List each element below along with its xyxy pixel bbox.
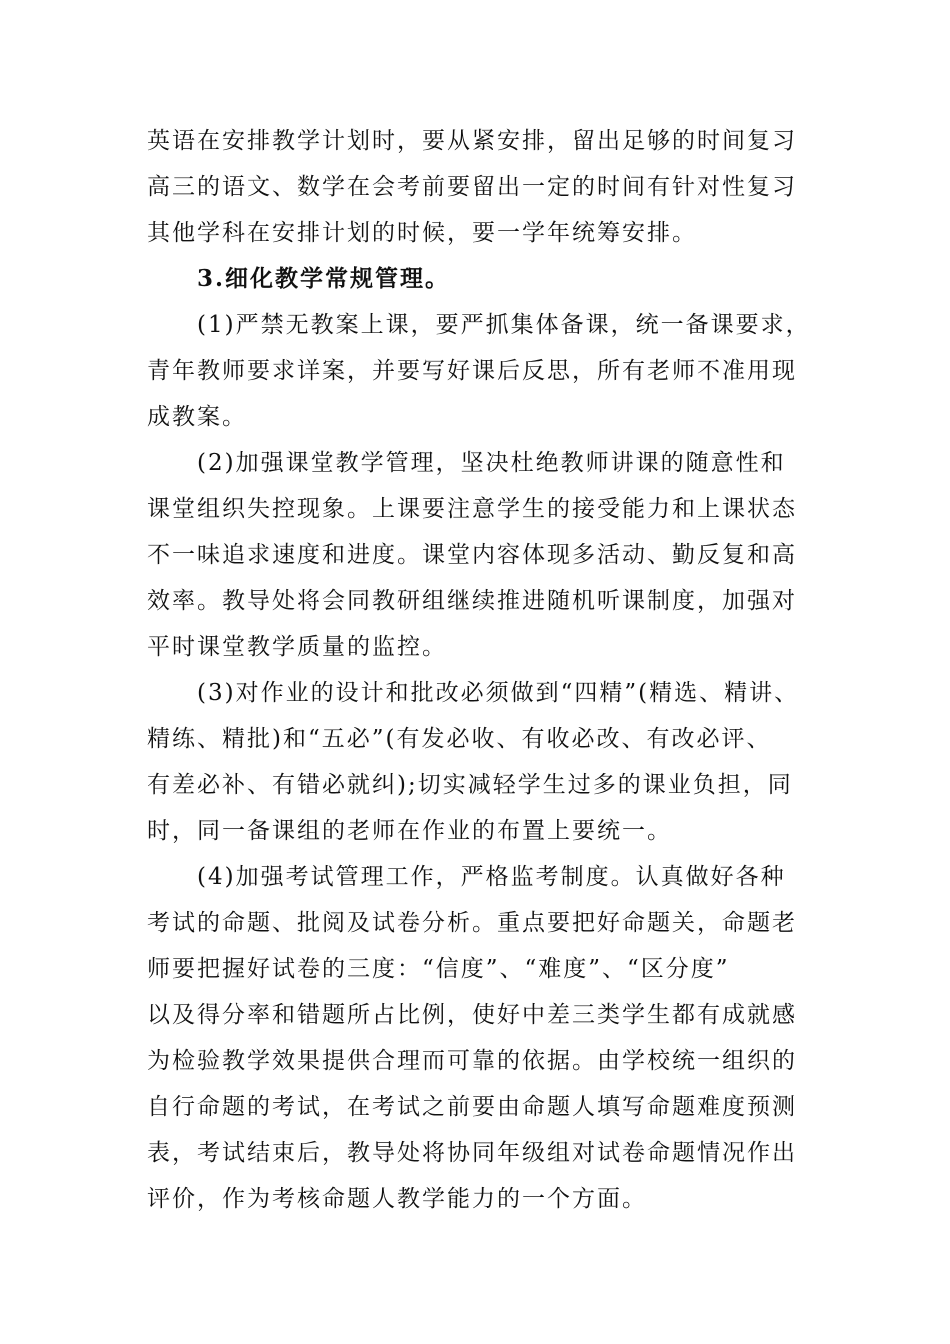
paragraph-line: 不一味追求速度和进度。课堂内容体现多活动、勤反复和高 bbox=[147, 542, 797, 568]
paragraph-line: 时，同一备课组的老师在作业的布置上要统一。 bbox=[147, 818, 672, 844]
paragraph-line: 为检验教学效果提供合理而可靠的依据。由学校统一组织的 bbox=[147, 1048, 797, 1074]
paragraph-line: 其他学科在安排计划的时候，要一学年统筹安排。 bbox=[147, 220, 697, 246]
paragraph-line: 课堂组织失控现象。上课要注意学生的接受能力和上课状态 bbox=[147, 496, 797, 522]
paragraph-line: 成教案。 bbox=[147, 404, 247, 430]
paragraph-line: 效率。教导处将会同教研组继续推进随机听课制度，加强对 bbox=[147, 588, 797, 614]
paragraph-line: 高三的语文、数学在会考前要留出一定的时间有针对性复习 bbox=[147, 174, 797, 200]
paragraph-line: (2)加强课堂教学管理，坚决杜绝教师讲课的随意性和 bbox=[197, 450, 786, 476]
paragraph-line: 表，考试结束后，教导处将协同年级组对试卷命题情况作出 bbox=[147, 1140, 797, 1166]
item-2-paragraph bbox=[147, 440, 827, 670]
paragraph-line: 有差必补、有错必就纠);切实减轻学生过多的课业负担，同 bbox=[147, 772, 793, 798]
paragraph-line: 以及得分率和错题所占比例，使好中差三类学生都有成就感 bbox=[147, 1002, 797, 1028]
paragraph-line: 考试的命题、批阅及试卷分析。重点要把好命题关，命题老 bbox=[147, 910, 797, 936]
paragraph-line: (3)对作业的设计和批改必须做到“四精”(精选、精讲、 bbox=[197, 680, 800, 706]
intro-paragraph bbox=[147, 118, 827, 256]
paragraph-line: 英语在安排教学计划时，要从紧安排，留出足够的时间复习 bbox=[147, 128, 797, 154]
paragraph-line: (1)严禁无教案上课，要严抓集体备课，统一备课要求， bbox=[197, 312, 811, 338]
document-body bbox=[147, 118, 827, 1222]
item-3-paragraph bbox=[147, 670, 827, 854]
paragraph-line: 自行命题的考试，在考试之前要由命题人填写命题难度预测 bbox=[147, 1094, 797, 1120]
paragraph-line: 师要把握好试卷的三度：“信度”、“难度”、“区分度” bbox=[147, 956, 730, 982]
paragraph-line: 评价，作为考核命题人教学能力的一个方面。 bbox=[147, 1186, 647, 1212]
section-heading: 3.细化教学常规管理。 bbox=[197, 265, 451, 292]
item-4-paragraph bbox=[147, 854, 827, 1222]
paragraph-line: 精练、精批)和“五必”(有发必收、有收必改、有改必评、 bbox=[147, 726, 772, 752]
paragraph-line: 平时课堂教学质量的监控。 bbox=[147, 634, 447, 660]
item-1-paragraph bbox=[147, 302, 827, 440]
paragraph-line: 青年教师要求详案，并要写好课后反思，所有老师不准用现 bbox=[147, 358, 797, 384]
paragraph-line: (4)加强考试管理工作，严格监考制度。认真做好各种 bbox=[197, 864, 786, 890]
